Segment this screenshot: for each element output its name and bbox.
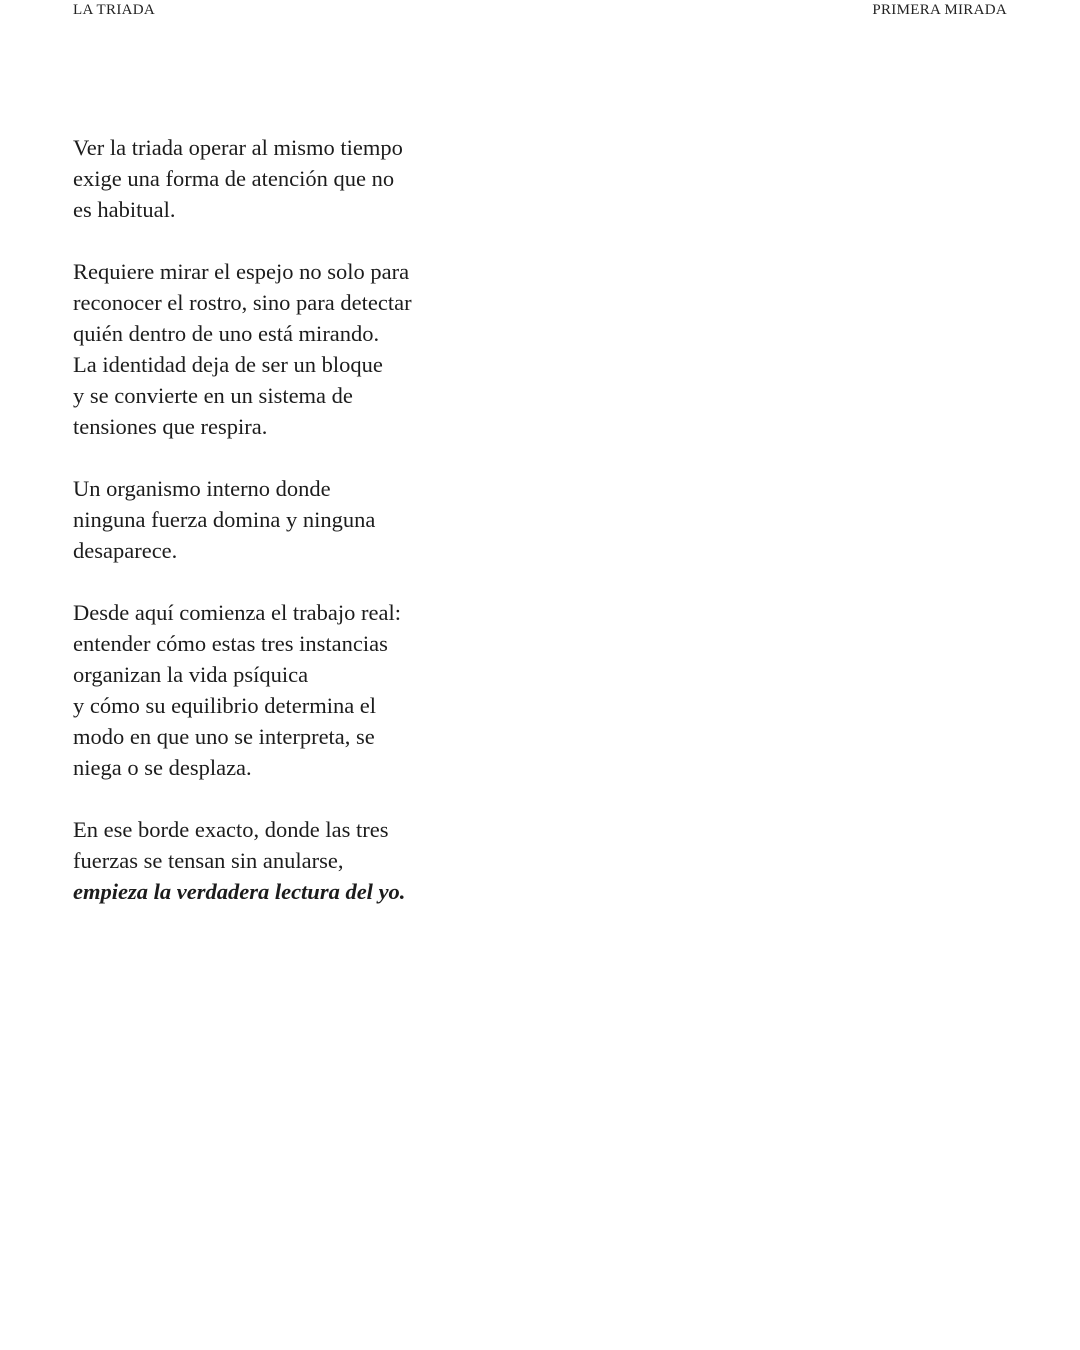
- paragraph-5: [73, 814, 493, 907]
- body-text: [73, 132, 493, 938]
- running-header-left: LA TRIADA: [73, 2, 156, 18]
- paragraph-3: [73, 473, 493, 566]
- paragraph-1: [73, 132, 493, 225]
- closing-emphasis-line: empieza la verdadera lectura del yo.: [73, 879, 406, 904]
- text-line: En ese borde exacto, donde las tres: [73, 817, 389, 842]
- text-line: entender cómo estas tres instancias: [73, 631, 388, 656]
- text-line: tensiones que respira.: [73, 414, 268, 439]
- text-line: y se convierte en un sistema de: [73, 383, 353, 408]
- paragraph-4: [73, 597, 493, 783]
- text-line: fuerzas se tensan sin anularse,: [73, 848, 344, 873]
- text-line: quién dentro de uno está mirando.: [73, 321, 380, 346]
- paragraph-2: [73, 256, 493, 442]
- text-line: reconocer el rostro, sino para detectar: [73, 290, 412, 315]
- text-line: Ver la triada operar al mismo tiempo: [73, 135, 403, 160]
- text-line: Desde aquí comienza el trabajo real:: [73, 600, 401, 625]
- text-line: Requiere mirar el espejo no solo para: [73, 259, 410, 284]
- text-line: y cómo su equilibrio determina el: [73, 693, 377, 718]
- text-line: organizan la vida psíquica: [73, 662, 309, 687]
- running-header-right: PRIMERA MIRADA: [872, 2, 1007, 18]
- text-line: Un organismo interno donde: [73, 476, 331, 501]
- text-line: La identidad deja de ser un bloque: [73, 352, 383, 377]
- text-line: niega o se desplaza.: [73, 755, 252, 780]
- text-line: ninguna fuerza domina y ninguna: [73, 507, 376, 532]
- text-line: modo en que uno se interpreta, se: [73, 724, 375, 749]
- text-line: es habitual.: [73, 197, 176, 222]
- text-line: desaparece.: [73, 538, 178, 563]
- text-line: exige una forma de atención que no: [73, 166, 395, 191]
